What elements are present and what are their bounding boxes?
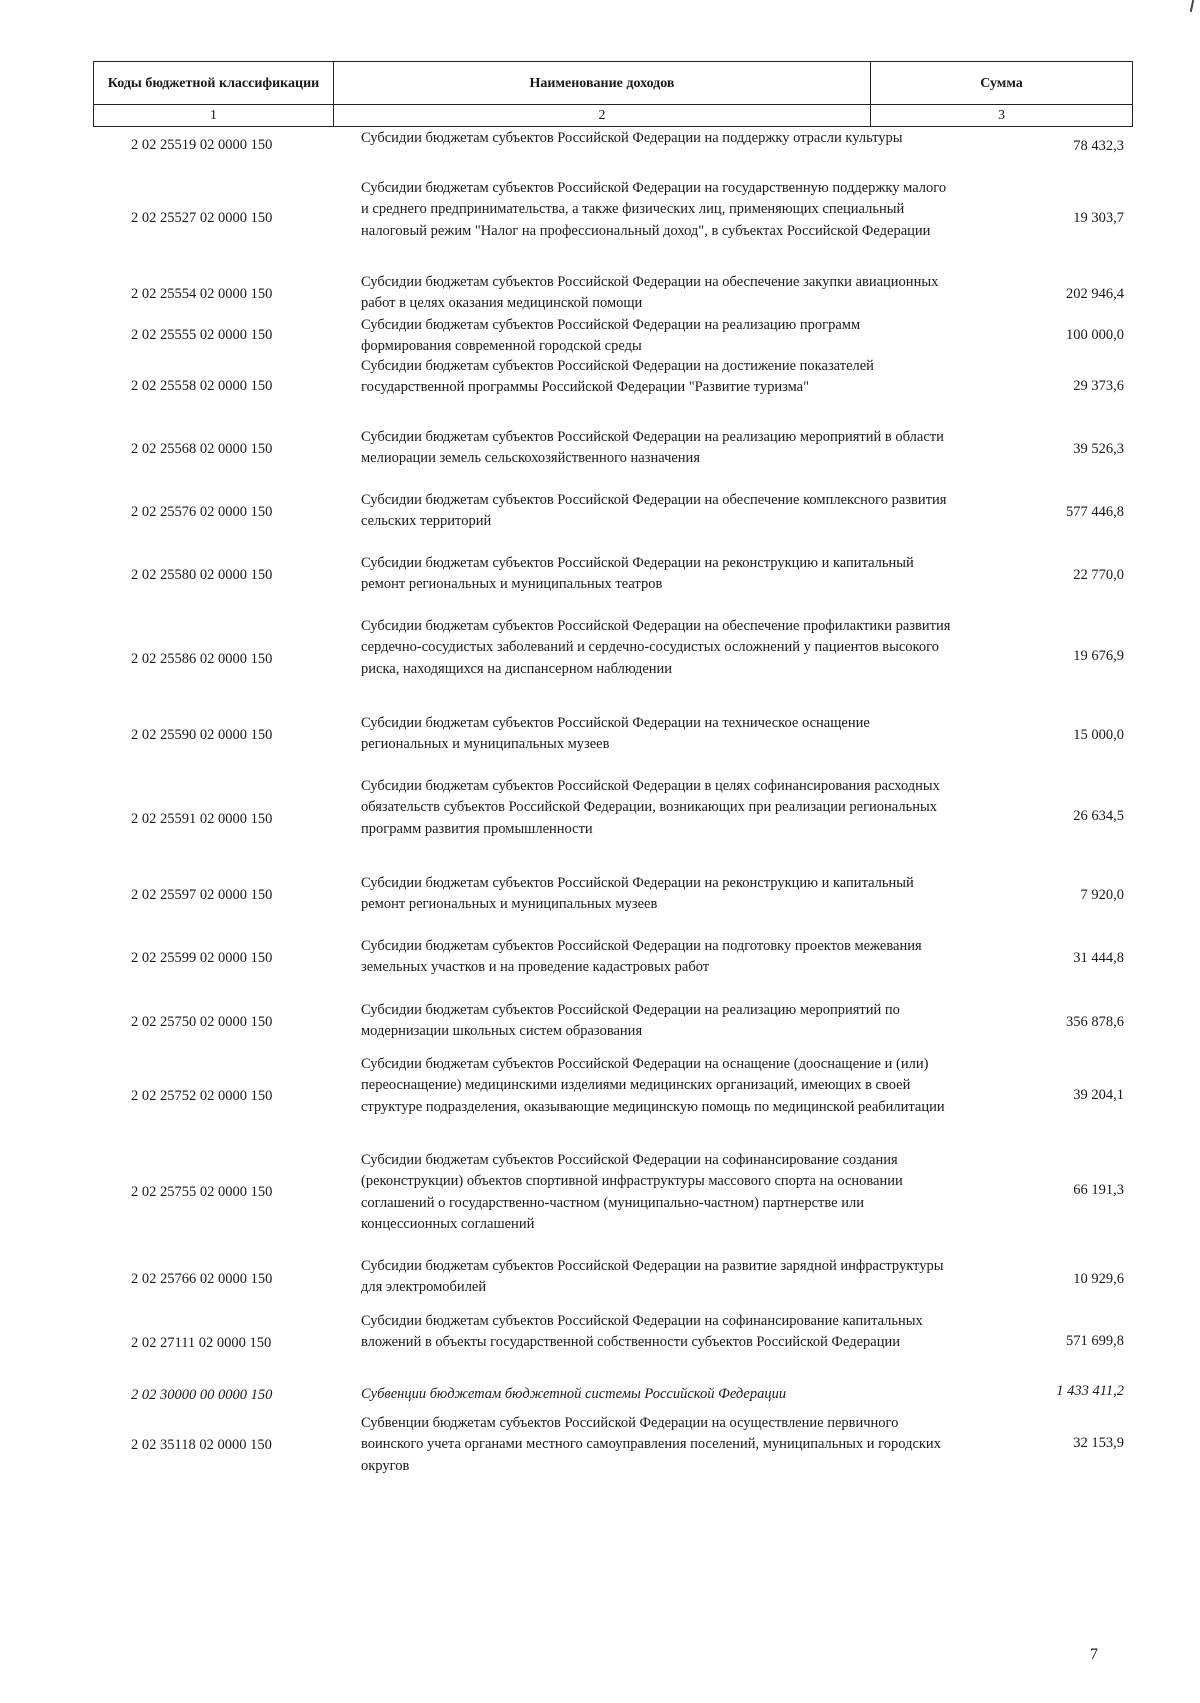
budget-code: 2 02 25580 02 0000 150	[131, 567, 273, 583]
income-name: Субсидии бюджетам субъектов Российской Федерации на софинансирование создания (реконструкции) объектов спортивной инфраструктуры массового спорта на основании соглашений о государственно-частном (муниципально-частном) партнерстве или концессионных соглашений	[361, 1152, 903, 1232]
income-name: Субсидии бюджетам субъектов Российской Федерации в целях софинансирования расходных обязательств субъектов Российской Федерации, возникающих при реализации региональных программ развития промышленности	[361, 778, 940, 837]
income-name: Субсидии бюджетам субъектов Российской Федерации на реализацию программ формирования современной городской среды	[361, 317, 861, 355]
income-name: Субсидии бюджетам субъектов Российской Федерации на реконструкцию и капитальный ремонт региональных и муниципальных театров	[361, 555, 914, 593]
header-numbers-row	[94, 105, 1133, 127]
budget-code: 2 02 25766 02 0000 150	[131, 1271, 273, 1287]
income-name: Субсидии бюджетам субъектов Российской Федерации на техническое оснащение региональных и муниципальных музеев	[361, 715, 870, 753]
header-row	[94, 62, 1133, 105]
income-name: Субсидии бюджетам субъектов Российской Федерации на достижение показателей государственной программы Российской Федерации "Развитие туризма"	[361, 358, 874, 396]
budget-code: 2 02 25591 02 0000 150	[131, 811, 273, 827]
income-sum: 7 920,0	[1080, 887, 1124, 903]
budget-code: 2 02 30000 00 0000 150	[131, 1387, 273, 1403]
scan-edge-mark	[1190, 0, 1194, 12]
income-name: Субсидии бюджетам субъектов Российской Федерации на обеспечение комплексного развития сельских территорий	[361, 492, 947, 530]
column-number-3: 3	[871, 105, 1133, 127]
income-sum: 19 676,9	[1073, 648, 1124, 664]
budget-code: 2 02 25568 02 0000 150	[131, 441, 273, 457]
income-name: Субсидии бюджетам субъектов Российской Федерации на подготовку проектов межевания земельных участков и на проведение кадастровых работ	[361, 938, 922, 976]
budget-code: 2 02 25752 02 0000 150	[131, 1088, 273, 1104]
income-sum: 26 634,5	[1073, 808, 1124, 824]
income-name: Субсидии бюджетам субъектов Российской Федерации на поддержку отрасли культуры	[361, 130, 903, 146]
income-name: Субвенции бюджетам бюджетной системы Российской Федерации	[361, 1386, 787, 1402]
income-name: Субсидии бюджетам субъектов Российской Федерации на реализацию мероприятий в области мелиорации земель сельскохозяйственного назначения	[361, 429, 944, 467]
income-sum: 202 946,4	[1066, 286, 1124, 302]
income-name: Субсидии бюджетам субъектов Российской Федерации на реконструкцию и капитальный ремонт региональных и муниципальных музеев	[361, 875, 914, 913]
income-sum: 15 000,0	[1073, 727, 1124, 743]
income-sum: 10 929,6	[1073, 1271, 1124, 1287]
income-sum: 1 433 411,2	[1056, 1383, 1124, 1399]
income-name: Субсидии бюджетам субъектов Российской Федерации на развитие зарядной инфраструктуры для электромобилей	[361, 1258, 944, 1296]
header-name: Наименование доходов	[334, 62, 871, 105]
budget-code: 2 02 25755 02 0000 150	[131, 1184, 273, 1200]
income-name: Субсидии бюджетам субъектов Российской Федерации на реализацию мероприятий по модернизации школьных систем образования	[361, 1002, 900, 1040]
income-sum: 32 153,9	[1073, 1435, 1124, 1451]
budget-code: 2 02 25554 02 0000 150	[131, 286, 273, 302]
column-number-1: 1	[94, 105, 334, 127]
budget-code: 2 02 25586 02 0000 150	[131, 651, 273, 667]
budget-code: 2 02 25519 02 0000 150	[131, 137, 273, 153]
header-sum: Сумма	[871, 62, 1133, 105]
budget-code: 2 02 27111 02 0000 150	[131, 1335, 272, 1351]
income-sum: 100 000,0	[1066, 327, 1124, 343]
budget-code: 2 02 25590 02 0000 150	[131, 727, 273, 743]
income-sum: 78 432,3	[1073, 138, 1124, 154]
budget-code: 2 02 25597 02 0000 150	[131, 887, 273, 903]
income-sum: 39 204,1	[1073, 1087, 1124, 1103]
column-number-2: 2	[334, 105, 871, 127]
income-sum: 31 444,8	[1073, 950, 1124, 966]
income-name: Субсидии бюджетам субъектов Российской Федерации на обеспечение профилактики развития сердечно-сосудистых заболеваний и сердечно-сосудистых осложнений у пациентов высокого риска, находящихся на диспансерном наблюдении	[361, 618, 951, 677]
income-name: Субсидии бюджетам субъектов Российской Федерации на обеспечение закупки авиационных работ в целях оказания медицинской помощи	[361, 274, 939, 312]
income-sum: 571 699,8	[1066, 1333, 1124, 1349]
income-sum: 29 373,6	[1073, 378, 1124, 394]
income-sum: 19 303,7	[1073, 210, 1124, 226]
budget-code: 2 02 35118 02 0000 150	[131, 1437, 272, 1453]
budget-code: 2 02 25599 02 0000 150	[131, 950, 273, 966]
income-name: Субвенции бюджетам субъектов Российской Федерации на осуществление первичного воинского учета органами местного самоуправления поселений, муниципальных и городских округов	[361, 1415, 941, 1474]
income-name: Субсидии бюджетам субъектов Российской Федерации на государственную поддержку малого и среднего предпринимательства, а также физических лиц, применяющих специальный налоговый режим "Налог на профессиональный доход", в субъектах Российской Федерации	[361, 180, 947, 239]
budget-code: 2 02 25576 02 0000 150	[131, 504, 273, 520]
income-sum: 356 878,6	[1066, 1014, 1124, 1030]
income-sum: 22 770,0	[1073, 567, 1124, 583]
budget-code: 2 02 25750 02 0000 150	[131, 1014, 273, 1030]
income-sum: 577 446,8	[1066, 504, 1124, 520]
budget-code: 2 02 25558 02 0000 150	[131, 378, 273, 394]
page-number: 7	[1090, 1646, 1098, 1663]
income-name: Субсидии бюджетам субъектов Российской Федерации на софинансирование капитальных вложений в объекты государственной собственности субъектов Российской Федерации	[361, 1313, 923, 1351]
budget-code: 2 02 25555 02 0000 150	[131, 327, 273, 343]
budget-code: 2 02 25527 02 0000 150	[131, 210, 273, 226]
income-sum: 66 191,3	[1073, 1182, 1124, 1198]
header-codes: Коды бюджетной классификации	[94, 62, 334, 105]
income-name: Субсидии бюджетам субъектов Российской Федерации на оснащение (дооснащение и (или) переоснащение) медицинскими изделиями медицинских организаций, имеющих в своей структуре подразделения, оказывающие медицинскую помощь по медицинской реабилитации	[361, 1056, 945, 1115]
table-header	[93, 61, 1133, 127]
income-sum: 39 526,3	[1073, 441, 1124, 457]
